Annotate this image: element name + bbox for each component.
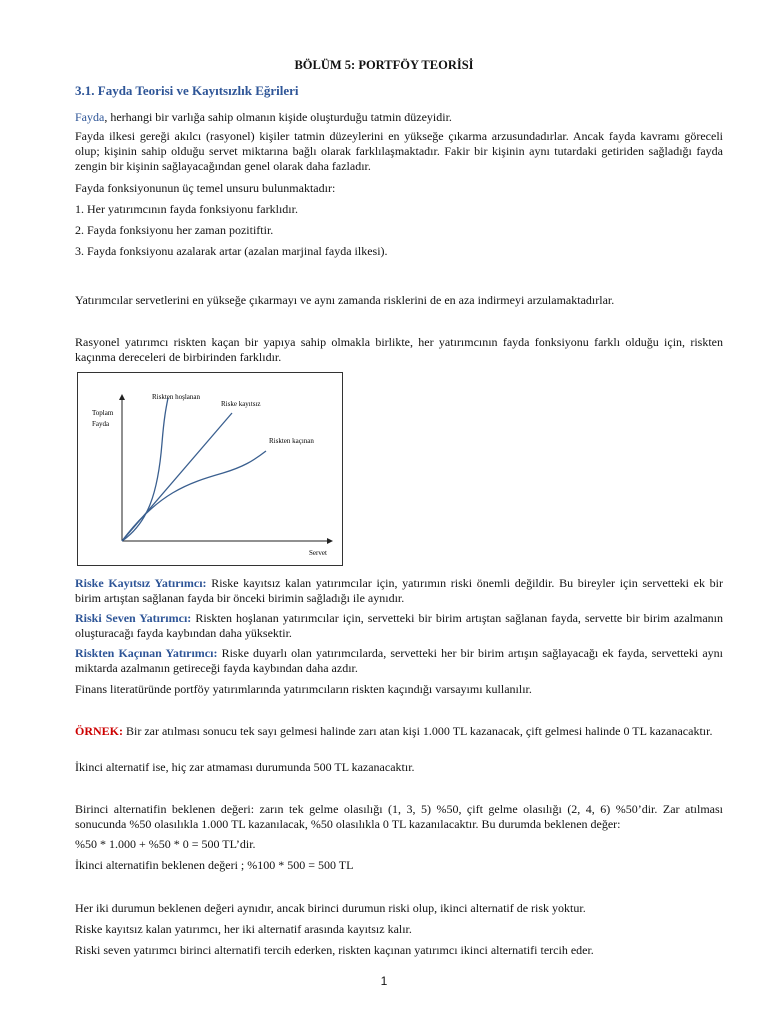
curve-label-risk-averse: Riskten kaçınan — [269, 437, 314, 445]
utility-curves-figure — [77, 372, 343, 566]
definition-text: Riskten hoşlanan yatırımcılar için, servetteki bir birim artıştan sağlanan fayda, servette bir birim azalmanın oluşturacağı fayda kaybından daha yüksektir. — [75, 611, 723, 640]
paragraph-finance-literature: Finans literatüründe portföy yatırımlarında yatırımcıların riskten kaçındığı varsayımı kullanılır. — [75, 682, 532, 696]
section-heading: 3.1. Fayda Teorisi ve Kayıtsızlık Eğrileri — [75, 83, 299, 98]
paragraph-elements-intro: Fayda fonksiyonunun üç temel unsuru bulunmaktadır: — [75, 181, 336, 195]
paragraph-rational-investor: Rasyonel yatırımcı riskten kaçan bir yapıya sahip olmakla birlikte, her yatırımcının fayda fonksiyonu farklı olduğu için, riskten kaçınma dereceleri de birbirinden farklıdır. — [75, 335, 723, 364]
curve-label-risk-neutral: Riske kayıtsız — [221, 400, 261, 408]
equation-first: %50 * 1.000 + %50 * 0 = 500 TL’dir. — [75, 837, 256, 851]
term-fayda: Fayda — [75, 110, 105, 124]
paragraph-expected-value: Birinci alternatifin beklenen değeri: zarın tek gelme olasılığı (1, 3, 5) %50, çift gelme olasılığı (2, 4, 6) %50’dir. Zar atılması sonucunda %50 olasılıkla 1.000 TL kazanılacak, %50 olasılıkla 0 TL kazanılacaktır. Bu durumda beklenen değer: — [75, 802, 723, 831]
paragraph-fayda-definition — [75, 110, 723, 125]
term-risk-seeking: Riski Seven Yatırımcı: — [75, 611, 192, 625]
curve-label-risk-seeking: Riskten hoşlanan — [152, 393, 201, 401]
equation-second: İkinci alternatifin beklenen değeri ; %100 * 500 = 500 TL — [75, 858, 354, 872]
list-item: 2. Fayda fonksiyonu her zaman pozitiftir. — [75, 223, 274, 237]
example-label: ÖRNEK: — [75, 724, 123, 738]
paragraph-preferences: Riski seven yatırımcı birinci alternatifi tercih ederken, riskten kaçınan yatırımcı ikinci alternatifi tercih eder. — [75, 943, 594, 957]
example-text: Bir zar atılması sonucu tek sayı gelmesi halinde zarı atan kişi 1.000 TL kazanacak, çift gelmesi halinde 0 TL kazanacaktır. — [123, 724, 713, 738]
page-number: 1 — [380, 974, 388, 988]
term-risk-averse: Riskten Kaçınan Yatırımcı: — [75, 646, 218, 660]
list-item: 3. Fayda fonksiyonu azalarak artar (azalan marjinal fayda ilkesi). — [75, 244, 388, 258]
paragraph-investor-goal: Yatırımcılar servetlerini en yükseğe çıkarmayı ve aynı zamanda risklerini de en aza indirmeyi arzulamaktadırlar. — [75, 293, 615, 307]
paragraph-text: , herhangi bir varlığa sahip olmanın kişide oluşturduğu tatmin düzeyidir. — [104, 110, 452, 124]
paragraph-second-alternative: İkinci alternatif ise, hiç zar atmaması durumunda 500 TL kazanacaktır. — [75, 760, 415, 774]
term-risk-neutral: Riske Kayıtsız Yatırımcı: — [75, 576, 207, 590]
y-axis-label-line2: Fayda — [92, 420, 110, 428]
list-item: 1. Her yatırımcının fayda fonksiyonu farklıdır. — [75, 202, 298, 216]
paragraph-same-expected: Her iki durumun beklenen değeri aynıdır, ancak birinci durumun riski olup, ikinci alternatif de risk yoktur. — [75, 901, 586, 915]
curve-risk-seeking — [122, 398, 168, 541]
x-axis-label: Servet — [309, 549, 327, 557]
y-axis-label-line1: Toplam — [92, 409, 114, 417]
definition-risk-averse — [75, 646, 723, 676]
example-paragraph — [75, 724, 723, 739]
utility-curves-svg — [78, 373, 342, 565]
definition-risk-seeking — [75, 611, 723, 641]
definition-risk-neutral — [75, 576, 723, 606]
definition-text: Riske duyarlı olan yatırımcılarda, servetteki her bir birim artışın sağlayacağı ek fayda, servetteki aynı miktarda azalmanın getireceği fayda kaybından daha azdır. — [75, 646, 724, 675]
definition-text: Riske kayıtsız kalan yatırımcılar için, yatırımın riski önemli değildir. Bu bireyler için servetteki ek bir birim artıştan sağlanan fayda bir önceki birimin sağladığı ile aynıdır. — [75, 576, 724, 605]
paragraph-indifferent: Riske kayıtsız kalan yatırımcı, her iki alternatif arasında kayıtsız kalır. — [75, 922, 412, 936]
paragraph-fayda-principle: Fayda ilkesi gereği akılcı (rasyonel) kişiler tatmin düzeylerini en yükseğe çıkarma arzusundadırlar. Ancak fayda kavramı göreceli olup; kişinin sahip olduğu servet miktarına bağlı olarak farklılaşmaktadır. Fakir bir kişinin aynı tutardaki getiriden sağladığı fayda zengin bir kişinin sağlayacağından genel olarak daha fazladır. — [75, 129, 723, 173]
curve-risk-averse — [122, 451, 266, 541]
chapter-title: BÖLÜM 5: PORTFÖY TEORİSİ — [294, 58, 474, 72]
